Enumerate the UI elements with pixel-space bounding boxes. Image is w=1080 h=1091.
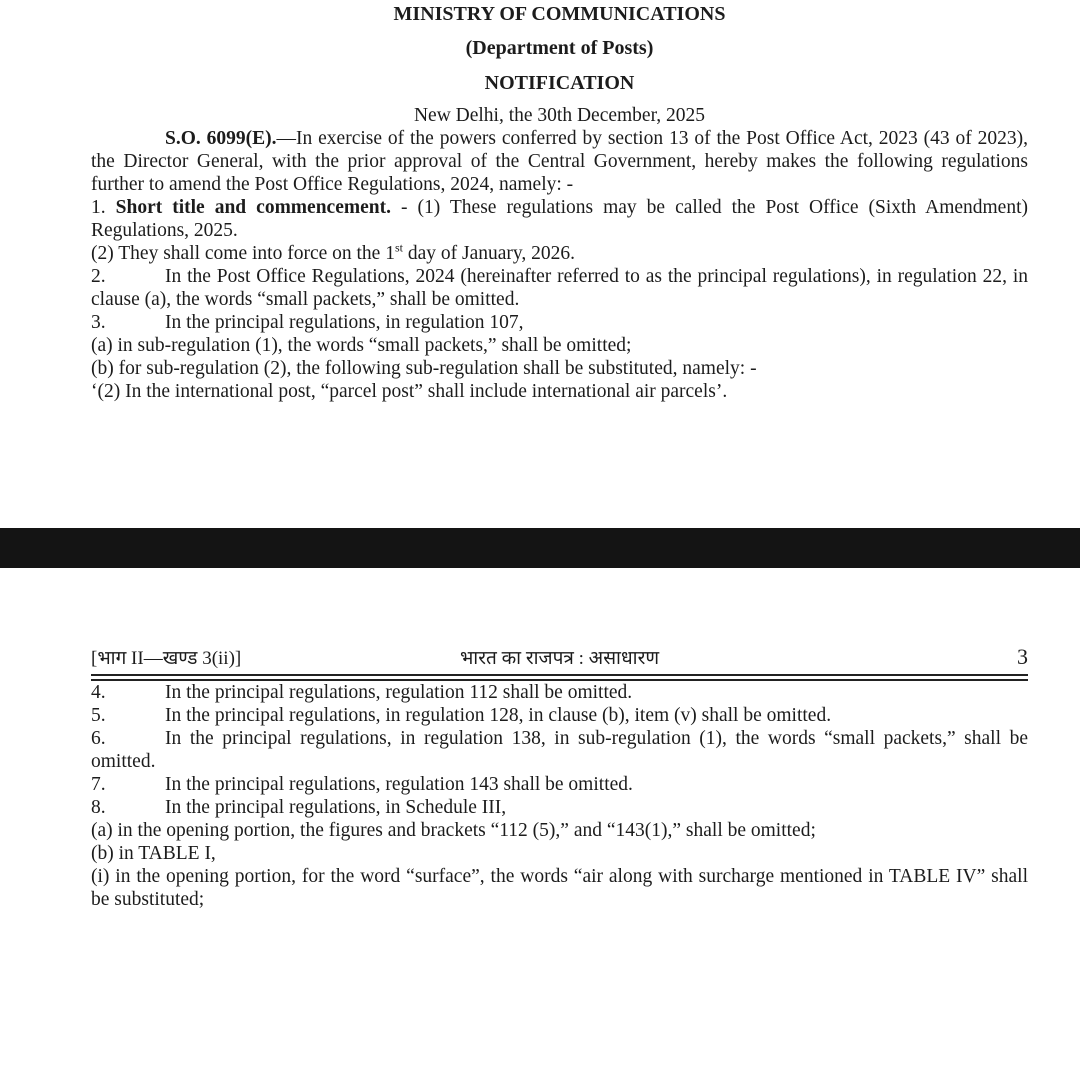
item-8-number: 8. (91, 797, 106, 818)
item-2-text: In the Post Office Regulations, 2024 (hereinafter referred to as the principal regulations), in regulation 22, in clause (a), the words “small packets,” shall be omitted. (91, 266, 1028, 310)
regulation-item-7 (91, 773, 1028, 796)
item-5-number: 5. (91, 705, 106, 726)
item-7-number: 7. (91, 774, 106, 795)
item-3-number: 3. (91, 312, 106, 333)
so-text: —In exercise of the powers conferred by section 13 of the Post Office Act, 2023 (43 of 2023), the Director General, with the prior approval of the Central Government, hereby makes the following regulations further to amend the Post Office Regulations, 2024, namely: - (91, 128, 1028, 195)
item-1-number: 1. (91, 197, 106, 218)
page1-content (0, 2, 1080, 403)
item-3-clause-a: (a) in sub-regulation (1), the words “small packets,” shall be omitted; (91, 335, 632, 356)
ordinal-superscript: st (394, 240, 403, 255)
item-8-clause-a: (a) in the opening portion, the figures and brackets “112 (5),” and “143(1),” shall be omitted; (91, 820, 816, 841)
page-separator-bar (0, 528, 1080, 568)
gazette-part-label: [भाग II—खण्ड 3(ii)] (91, 648, 242, 669)
gazette-header (91, 645, 1028, 671)
department-title: (Department of Posts) (465, 37, 654, 59)
page2-content (0, 645, 1080, 911)
item-3-text: In the principal regulations, in regulation 107, (165, 312, 524, 333)
header-double-rule (91, 674, 1028, 681)
regulation-item-4 (91, 681, 1028, 704)
item-5-text: In the principal regulations, in regulation 128, in clause (b), item (v) shall be omitted. (165, 705, 832, 726)
item-1-subclause-2-text: (2) They shall come into force on the 1 (91, 243, 395, 264)
regulation-item-1 (91, 196, 1028, 242)
dateline: New Delhi, the 30th December, 2025 (413, 105, 706, 126)
page-number: 3 (1017, 644, 1029, 669)
item-6-number: 6. (91, 728, 106, 749)
item-4-number: 4. (91, 682, 106, 703)
item-3-clause-b: (b) for sub-regulation (2), the following sub-regulation shall be substituted, namely: - (91, 358, 757, 379)
item-8-text: In the principal regulations, in Schedule III, (165, 797, 507, 818)
ministry-title: MINISTRY OF COMMUNICATIONS (393, 3, 726, 25)
regulation-item-2 (91, 265, 1028, 311)
so-number: S.O. 6099(E). (165, 128, 277, 149)
item-8-clause-b-i (91, 865, 1028, 911)
so-paragraph (91, 127, 1028, 196)
regulation-item-5 (91, 704, 1028, 727)
notification-title: NOTIFICATION (484, 72, 635, 94)
gazette-title: भारत का राजपत्र : असाधारण (459, 648, 660, 669)
item-7-text: In the principal regulations, regulation 143 shall be omitted. (165, 774, 633, 795)
item-1-subclause-2 (91, 242, 1028, 265)
item-4-text: In the principal regulations, regulation 112 shall be omitted. (165, 682, 633, 703)
item-8-clause-b-i-text: (i) in the opening portion, for the word “surface”, the words “air along with surcharge mentioned in TABLE IV” shall be substituted; (91, 866, 1028, 910)
item-6-text: In the principal regulations, in regulation 138, in sub-regulation (1), the words “small packets,” shall be omitted. (91, 728, 1028, 772)
item-1-subclause-2-tail: day of January, 2026. (402, 243, 576, 264)
regulation-item-6 (91, 727, 1028, 773)
item-1-text: - (1) These regulations may be called the Post Office (Sixth Amendment) Regulations, 2025. (91, 197, 1029, 241)
item-3-new-subregulation: ‘(2) In the international post, “parcel post” shall include international air parcels’. (91, 381, 728, 402)
item-8-clause-b: (b) in TABLE I, (91, 843, 216, 864)
regulation-item-8 (91, 796, 1028, 819)
item-2-number: 2. (91, 266, 106, 287)
regulation-item-3 (91, 311, 1028, 334)
item-1-heading: Short title and commencement. (115, 197, 391, 218)
